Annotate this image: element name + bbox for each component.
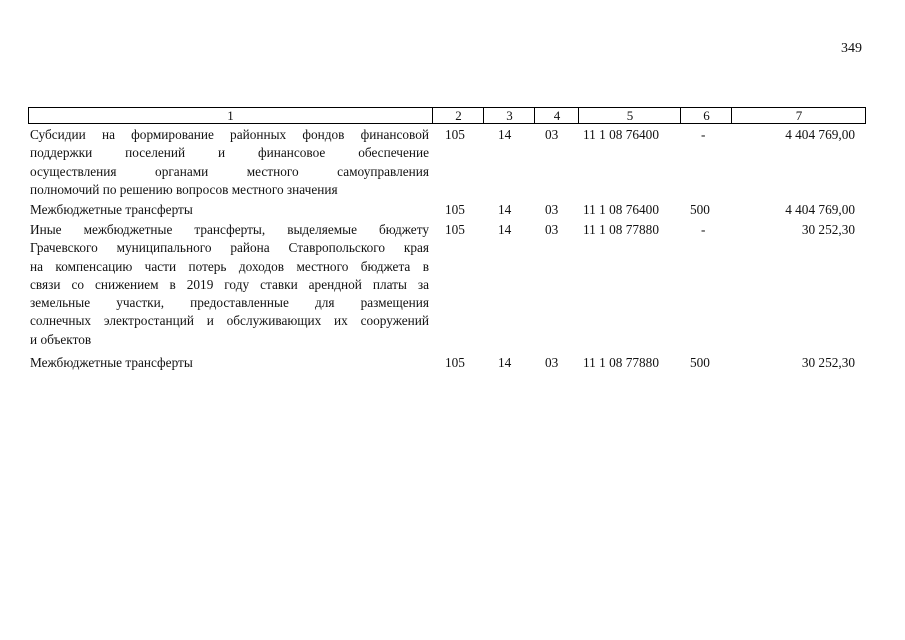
cell-col-6: 500 [690, 355, 710, 370]
cell-col-3: 14 [498, 355, 512, 370]
desc-line: Иные межбюджетные трансферты, выделяемые бюджету [30, 222, 429, 237]
cell-col-5: 11 1 08 76400 [583, 127, 659, 142]
cell-col-5: 11 1 08 76400 [583, 202, 659, 217]
header-col-1: 1 [227, 108, 234, 123]
cell-col-6: 500 [690, 202, 710, 217]
cell-col-4: 03 [545, 127, 559, 142]
desc-line: Грачевского муниципального района Ставропольского края [30, 240, 429, 256]
cell-col-3: 14 [498, 202, 512, 217]
table-header [28, 107, 866, 124]
desc-line: полномочий по решению вопросов местного значения [30, 181, 338, 197]
cell-col-6: - [701, 127, 706, 142]
cell-col-7: 30 252,30 [801, 355, 855, 370]
cell-col-7: 30 252,30 [801, 222, 855, 237]
header-col-6: 6 [680, 108, 732, 123]
cell-col-4: 03 [545, 202, 559, 217]
header-col-5: 5 [578, 108, 681, 123]
cell-col-7: 4 404 769,00 [785, 127, 855, 142]
row-description [30, 354, 429, 372]
cell-col-3: 14 [498, 127, 512, 142]
cell-col-5: 11 1 08 77880 [583, 355, 659, 370]
page-number: 349 [841, 41, 862, 56]
header-col-4: 4 [534, 108, 579, 123]
desc-line: поддержки поселений и финансовое обеспечение [30, 145, 429, 161]
cell-col-3: 14 [498, 222, 512, 237]
row-description [30, 126, 429, 199]
desc-line: на компенсацию части потерь доходов местного бюджета в [30, 258, 429, 274]
cell-col-4: 03 [545, 222, 559, 237]
cell-col-6: - [701, 222, 706, 237]
row-description [30, 201, 429, 219]
desc-line: Межбюджетные трансферты [30, 355, 193, 370]
cell-col-2: 105 [445, 202, 465, 217]
desc-line: Межбюджетные трансферты [30, 202, 193, 217]
header-col-3: 3 [483, 108, 535, 123]
desc-line: Субсидии на формирование районных фондов финансовой [30, 127, 429, 142]
row-description [30, 221, 429, 349]
desc-line: связи со снижением в 2019 году ставки арендной платы за [30, 276, 429, 292]
header-col-2: 2 [432, 108, 484, 123]
cell-col-7: 4 404 769,00 [785, 202, 855, 217]
desc-line: земельные участки, предоставленные для размещения [30, 295, 429, 311]
header-col-7: 7 [731, 108, 866, 123]
cell-col-2: 105 [445, 127, 465, 142]
desc-line: солнечных электростанций и обслуживающих их сооружений [30, 313, 429, 329]
desc-line: осуществления органами местного самоуправления [30, 163, 429, 179]
cell-col-2: 105 [445, 222, 465, 237]
desc-line: и объектов [30, 331, 92, 347]
cell-col-5: 11 1 08 77880 [583, 222, 659, 237]
cell-col-4: 03 [545, 355, 559, 370]
cell-col-2: 105 [445, 355, 465, 370]
